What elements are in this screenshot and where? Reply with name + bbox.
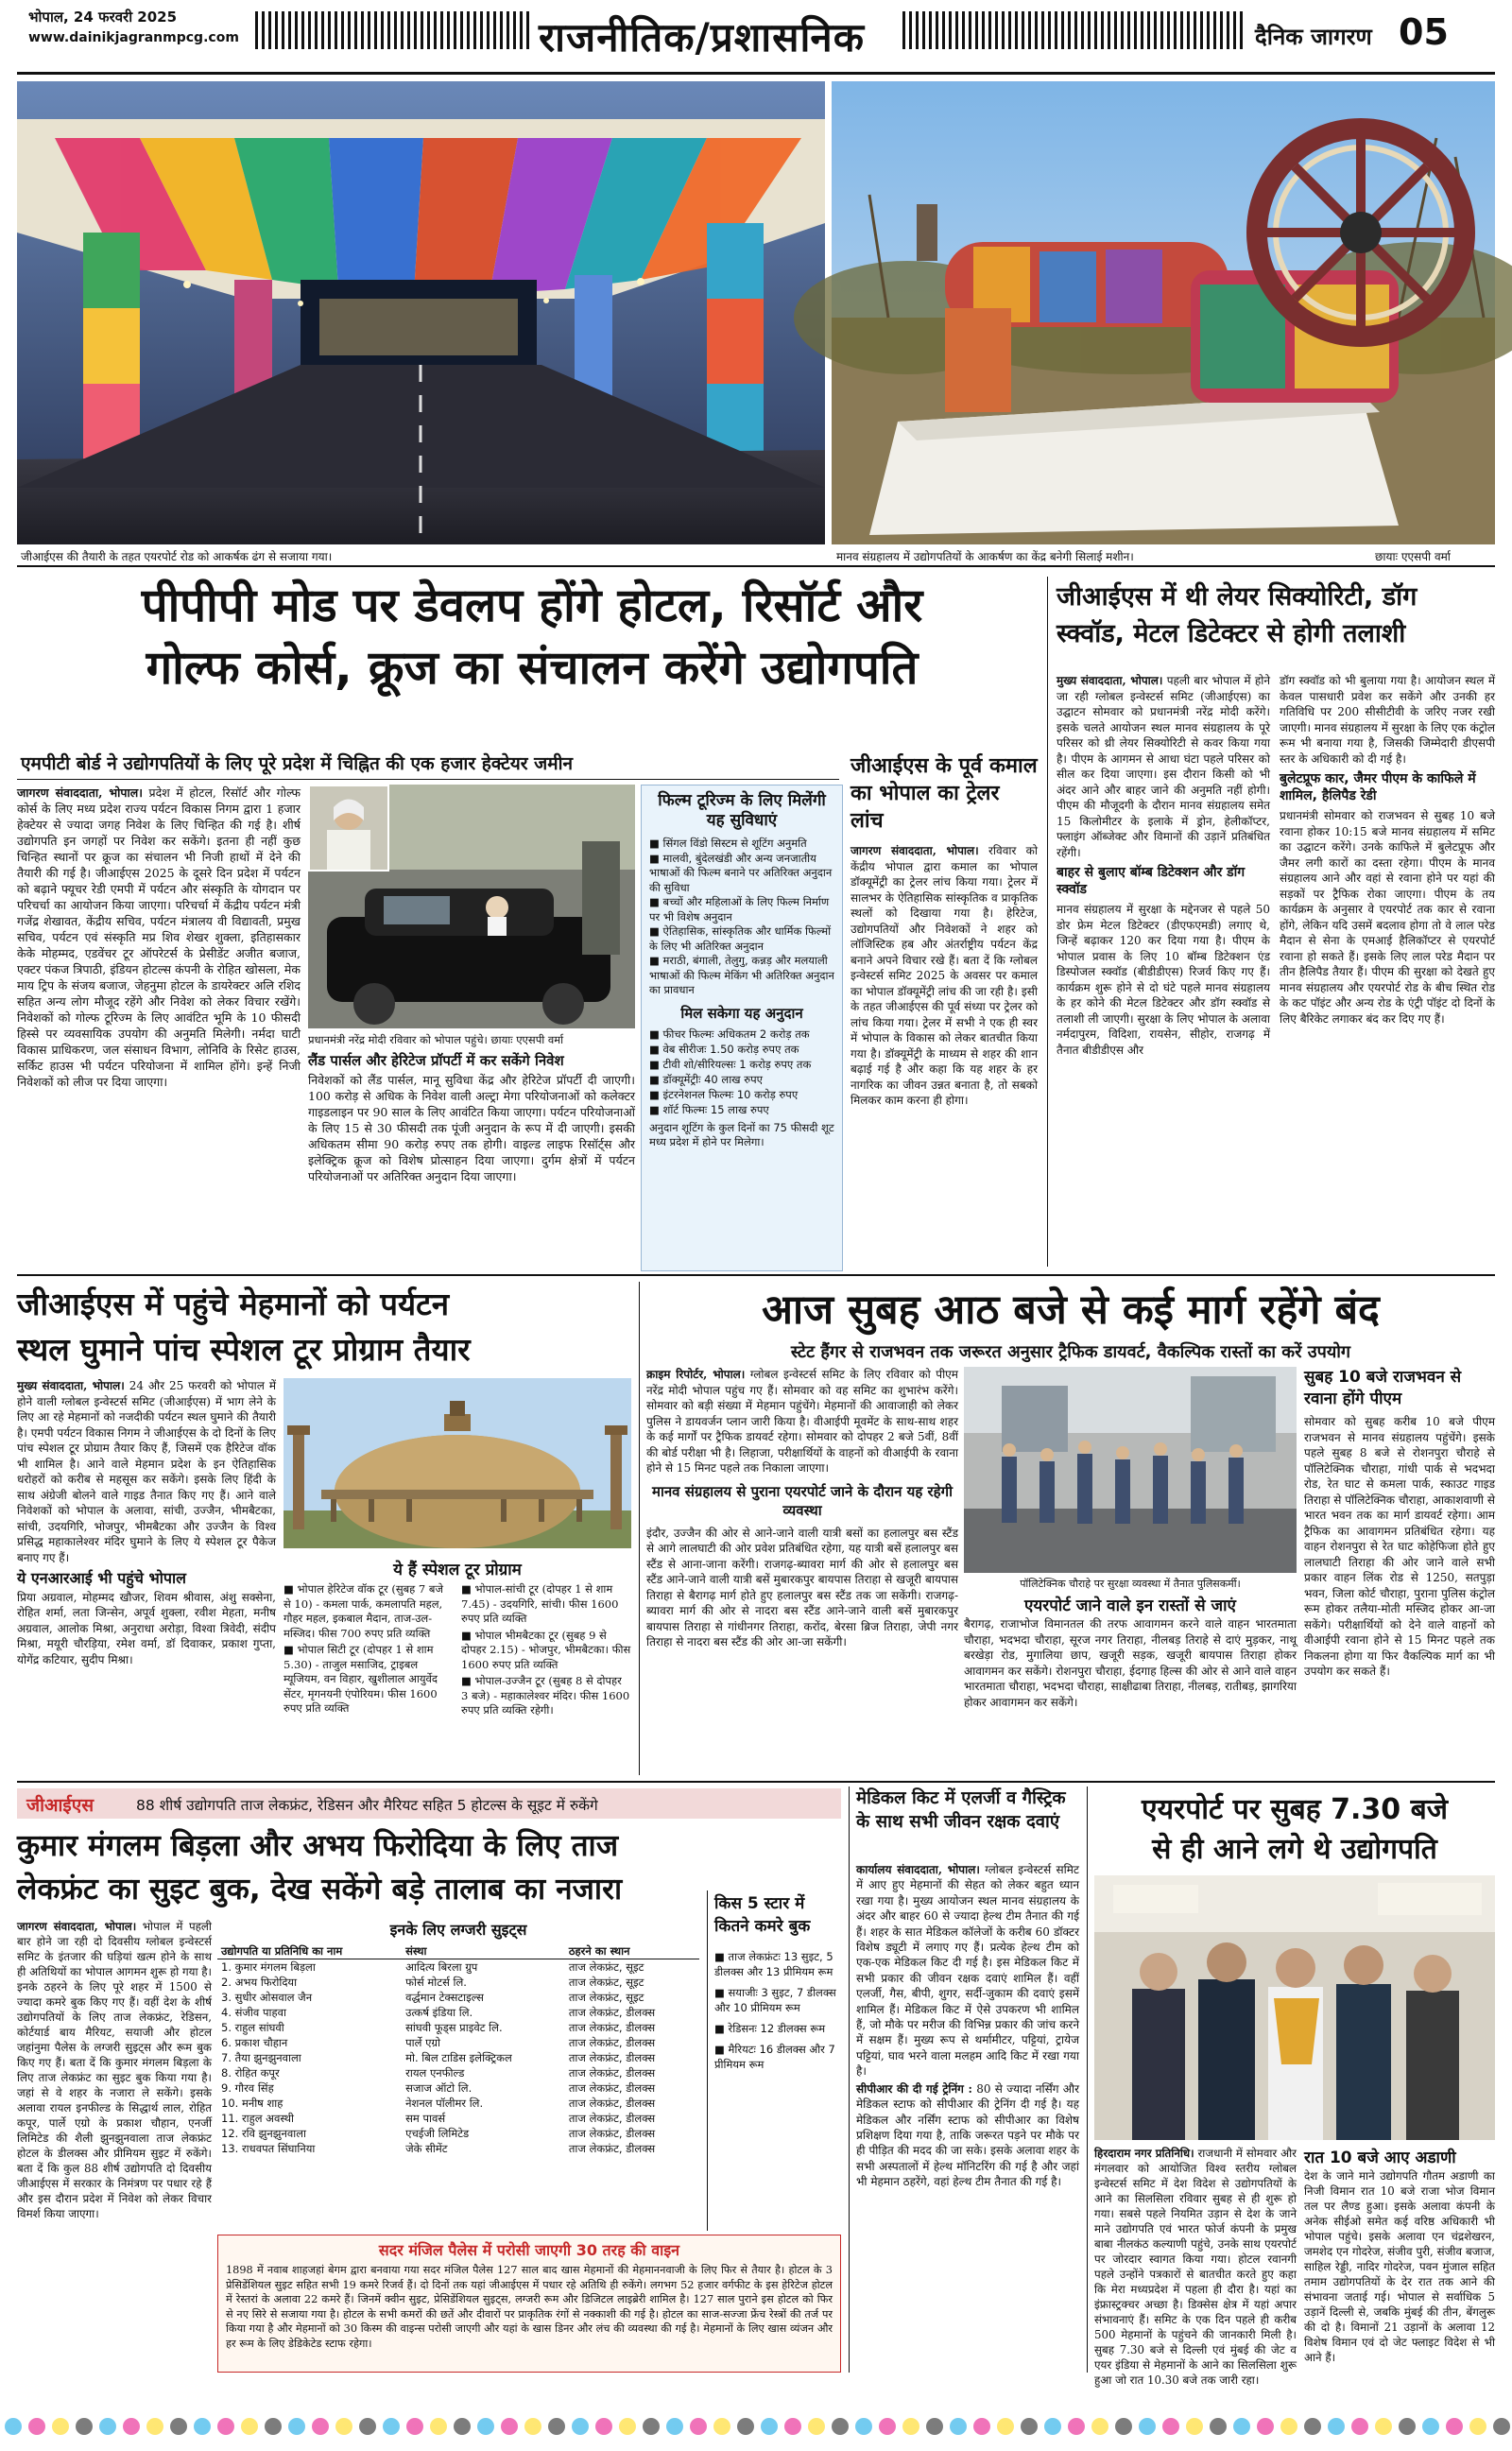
a3-tours-col1 bbox=[284, 1582, 454, 1776]
page-number: 05 bbox=[1399, 11, 1449, 53]
registration-dot bbox=[406, 2418, 423, 2435]
registration-dot bbox=[28, 2418, 45, 2435]
registration-dot bbox=[855, 2418, 872, 2435]
a1-body-text: प्रदेश में होटल, रिसॉर्ट और गोल्फ कोर्स के लिए मध्य प्रदेश राज्य पर्यटन विकास निगम द्वारा 1 हजार हेक्टेयर से ज्यादा जगह निवेश के लिए चिन्हित की गई है। शीर्ष उद्योगपति इन जगहों पर निवेश कर सकेंगे। इतना ही नहीं कुछ चिन्हित स्थानों पर क्रूज का संचालन भी निजी हाथों में देने की तैयारी की गई है। जीआईएस 2025 के दूसरे दिन प्रदेश में पर्यटन को बढ़ाने फ्यूचर रेडी एमपी में पर्यटन और संस्कृति के योगदान पर परिचर्चा का आयोजन किया जाएगा। परिचर्चा में केंद्रीय पर्यटन मंत्री गजेंद्र शेखावत, केंद्रीय सचिव, पर्यटन मंत्रालय वी विद्यावती, प्रमुख सचिव, पर्यटन एवं संस्कृति मप्र शिव शेखर शुक्ला, इतिहासकार केके मोहम्मद, एडवेंचर टूर ऑपरेटर्स के प्रेसीडेंट अजीत बजाज, एक्टर पंकज त्रिपाठी, इंडियन होटल्स कंपनी के रोहित खोसला, मेक माय ट्रिप के संजय बजाज, जेहनुमा होटल के डायरेक्टर अलि रशिद सहित अन्य लोग मौजूद रहेंगे और निवेश को लेकर विचार रखेंगे। निवेशकों को गोल्फ टूरिज्म के लिए आवंटित भूमि के 10 फीसदी हिस्से पर व्यवसायिक उपयोग की अनुमति मिलेगी। नर्मदा घाटी विकास प्राधिकरण, जल संसाधन विभाग, लोनिवि के रिसेट हाउस, सर्किट हाउस भी पर्यटन परियोजना में शामिल होंगे। इन्हें निजी निवेशकों को लीज पर दिया जाएगा। bbox=[17, 785, 301, 1089]
masthead bbox=[0, 0, 1512, 78]
table-row bbox=[217, 2035, 699, 2050]
film-grant-list bbox=[649, 1027, 834, 1117]
suite-hotel-cell: ताज लेकफ्रंट, डीलक्स bbox=[568, 2142, 656, 2155]
registration-dot bbox=[973, 2418, 990, 2435]
a5-side-item: ■ ताज लेकफ्रंटः 13 सुइट, 5 डीलक्स और 13 प्रीमियम रूम bbox=[714, 1950, 833, 1978]
a5-side-title: किस 5 स्टार में कितने कमरे बुक bbox=[714, 1894, 811, 1936]
a2-headline-line2: स्क्वॉड, मेटल डिटेक्टर से होगी तलाशी bbox=[1057, 619, 1406, 648]
registration-dot bbox=[123, 2418, 140, 2435]
a7-byline: हिरदाराम नगर प्रतिनिधि। bbox=[1094, 2147, 1194, 2160]
suite-org-cell: उत्कर्ष इंडिया लि. bbox=[405, 2006, 473, 2019]
registration-dot bbox=[1044, 2418, 1061, 2435]
suite-org-cell: एचईजी लिमिटेड bbox=[405, 2127, 470, 2140]
a5-side-item: ■ रेडिसनः 12 डीलक्स रूम bbox=[714, 2022, 826, 2035]
suite-name-cell: 5. राहुल सांघवी bbox=[221, 2021, 284, 2034]
registration-dot bbox=[572, 2418, 589, 2435]
a1-photo-inset bbox=[308, 785, 389, 872]
a3-tour: ■ भोपाल भीमबैटका टूर (सुबह 9 से दोपहर 2.15) - भोजपुर, भीमबैटका। फीस 1600 रुपए प्रति व्यक्ति bbox=[461, 1628, 631, 1671]
a2-sub1-body: मानव संग्रहालय में सुरक्षा के मद्देनजर से पहले 50 डोर फ्रेम मेटल डिटेक्टर (डीएफएमडी) लगाए थे, जिन्हें बढ़ाकर 120 कर दिया गया है। पीएम के भोपाल प्रवास के लिए 10 बॉम्ब डिटेक्शन एंड डिस्पोजल स्क्वॉड (बीडीडीएस) रिजर्व किए गए हैं। कार्यक्रम शुरू होने से दो घंटे पहले मानव संग्रहालय के हर कोने की मेटल डिटेक्टर और डॉग स्क्वॉड से तलाशी ली जाएगी। सुरक्षा के लिए भोपाल के अलावा नर्मदापुरम, विदिशा, रायसेन, सीहोर, राजगढ़ में तैनात बीडीडीएस और bbox=[1057, 903, 1270, 1057]
a5-table-header bbox=[217, 1943, 699, 1959]
registration-dot bbox=[1304, 2418, 1321, 2435]
registration-dot bbox=[1115, 2418, 1132, 2435]
registration-dot bbox=[454, 2418, 471, 2435]
suite-hotel-cell: ताज लेकफ्रंट, डीलक्स bbox=[568, 2127, 656, 2140]
suite-name-cell: 10. मनीष शाह bbox=[221, 2097, 284, 2110]
film-title: फिल्म टूरिज्म के लिए मिलेंगी यह सुविधाएं bbox=[658, 791, 826, 830]
a2-body: पहली बार भोपाल में होने जा रही ग्लोबल इन्वेस्टर्स समिट (जीआईएस) का उद्घाटन सोमवार को प्रधानमंत्री नरेंद्र मोदी करेंगे। इसके चलते आयोजन स्थल मानव संग्रहालय के पूरे परिसर को थ्री लेयर सिक्योरिटी से कवर किया गया है। पीएम के आगमन से आधा घंटा पहले परिसर को सील कर दिया जाएगा। इस दौरान किसी को भी अंदर आने और बाहर जाने की अनुमति नहीं होगी। पीएम की मौजूदगी के दौरान मानव संग्रहालय समेत 15 किलोमीटर के इलाके में ड्रोन, हेलीकॉप्टर, फ्लाइंग ऑब्जेक्ट और विमानों की उड़ानें प्रतिबंधित रहेंगी। bbox=[1057, 674, 1270, 859]
registration-dot bbox=[761, 2418, 778, 2435]
a6-body bbox=[856, 1862, 1079, 2373]
registration-dot bbox=[1068, 2418, 1085, 2435]
registration-dot bbox=[1210, 2418, 1227, 2435]
a7-headline bbox=[1094, 1790, 1495, 1870]
suite-org-cell: रायल एनफील्ड bbox=[405, 2066, 465, 2080]
registration-dot bbox=[950, 2418, 967, 2435]
a4-sub1-body: इंदौर, उज्जैन की ओर से आने-जाने वाली यात्री बसों का हलालपुर बस स्टैंड से आगे लालघाटी की ओर प्रवेश प्रतिबंधित रहेगा, यह यात्री बसें हलालपुर बस स्टैंड से आना-जाना करेंगी। राजगढ़-ब्यावरा मार्ग की ओर से हलालपुर बस स्टैंड आने-जाने वाली यात्री बसें मुबारकपुर बायपास तिराहा से खजूरी बायपास तिराहा से बैरागढ़ मार्ग होते हुए हलालपुर बस स्टैंड तक जा सकेंगी। राजगढ़-ब्यावरा मार्ग की ओर से नादरा बस स्टैंड आने-जाने वाली बसें मुबारकपुर बायपास तिराहा से गांधीनगर तिराहा, करोंद, बेरसा ब्रिज तिराहा, जेपी नगर तिराहा से नादरा बस स्टैंड की ओर आ-जा सकेंगी। bbox=[646, 1526, 958, 1648]
registration-dot bbox=[288, 2418, 305, 2435]
suite-org-cell: पार्ले एग्रो bbox=[405, 2036, 440, 2049]
suite-hotel-cell: ताज लेकफ्रंट, डीलक्स bbox=[568, 2036, 656, 2049]
film-item: ■ ऐतिहासिक, सांस्कृतिक और धार्मिक फिल्मों के लिए भी अतिरिक्त अनुदान bbox=[649, 924, 832, 953]
photo-credit-sewing-machine: छायाः एएसपी वर्मा bbox=[1375, 550, 1451, 563]
a2-sub2-body: प्रधानमंत्री सोमवार को राजभवन से सुबह 10 बजे रवाना होकर 10:15 बजे मानव संग्रहालय में समिट का उद्घाटन करेंगे। उनके काफिले में बुलेटप्रूफ और जैमर लगी कारों का दस्ता रहेगा। पीएम के मानव संग्रहालय आने और वहां से रवाना होने पर यहां की सड़कों पर ट्रैफिक रोका जाएगा। पीएम के तय कार्यक्रम के अनुसार वे एयरपोर्ट तक कार से रवाना होंगे, लेकिन यदि उसमें बदलाव होगा तो वे लाल परेड मैदान से सेना के एमआई हैलिकॉप्टर से एयरपोर्ट रवाना हो सकते हैं। इसके लिए लाल परेड मैदान पर तीन हैलिपैड तैयार हैं। पीएम की सुरक्षा को देखते हुए मानव संग्रहालय और एयरपोर्ट रोड के बीच स्थित रोड के कट पॉइंट और अन्य रोड के एंट्री पॉइंट दो दिनों के लिए बैरिकेट लगाकर बंद कर दिए गए हैं। bbox=[1280, 809, 1495, 1026]
registration-dot bbox=[430, 2418, 447, 2435]
trailer-headline: जीआईएस के पूर्व कमाल का भोपाल का ट्रेलर लांच bbox=[850, 754, 1038, 833]
suite-org-cell: फोर्स मोटर्स लि. bbox=[405, 1976, 467, 1989]
a4-sub1: मानव संग्रहालय से पुराना एयरपोर्ट जाने के दौरान यह रहेगी व्यवस्था bbox=[652, 1482, 953, 1519]
film-grant: ■ वेब सीरीजः 1.50 करोड़ रुपए तक bbox=[649, 1042, 799, 1056]
registration-dot bbox=[5, 2418, 22, 2435]
a4-kicker: स्टेट हैंगर से राजभवन तक जरूरत अनुसार ट्रैफिक डायवर्ट, वैकल्पिक रास्तों का करें उपयोग bbox=[790, 1342, 1351, 1362]
a1-headline bbox=[17, 575, 1047, 699]
a5-table bbox=[217, 1943, 699, 2156]
registration-dot bbox=[879, 2418, 896, 2435]
a7-body bbox=[1094, 2146, 1297, 2387]
registration-dot bbox=[312, 2418, 329, 2435]
suite-name-cell: 9. गौरव सिंह bbox=[221, 2081, 274, 2095]
film-grant: ■ इंटरनेशनल फिल्मः 10 करोड़ रुपए bbox=[649, 1087, 799, 1101]
registration-dot bbox=[1399, 2418, 1416, 2435]
registration-dot bbox=[1375, 2418, 1392, 2435]
a5-headline-line2: लेकफ्रंट का सुइट बुक, देख सकेंगे बड़े तालाब का नजारा bbox=[17, 1873, 623, 1907]
a1-subheading: लैंड पार्सल और हेरिटेज प्रॉपर्टी में कर सकेंगे निवेश bbox=[308, 1052, 564, 1069]
date-line: भोपाल, 24 फरवरी 2025 bbox=[28, 9, 178, 26]
registration-dot bbox=[241, 2418, 258, 2435]
suite-hotel-cell: ताज लेकफ्रंट, डीलक्स bbox=[568, 2081, 656, 2095]
a1-photo-caption: प्रधानमंत्री नरेंद्र मोदी रविवार को भोपाल पहुंचे। छायाः एएसपी वर्मा bbox=[308, 1033, 564, 1046]
film-grant: ■ शॉर्ट फिल्मः 15 लाख रुपए bbox=[649, 1102, 769, 1116]
registration-dot bbox=[76, 2418, 93, 2435]
a4-side-body: सोमवार को सुबह करीब 10 बजे पीएम राजभवन से मानव संग्रहालय पहुंचेंगे। इसके पहले सुबह 8 बजे से रोशनपुरा चौराहे से पॉलिटेक्निक चौराहा, गांधी पार्क से भदभदा रोड, रेत घाट से कमला पार्क, स्काउट गाइड तिराहा से पॉलिटेक्निक चौराहा, आकाशवाणी से भारत भवन तक का मार्ग डायवर्ट रहेगा। आम ट्रैफिक का आवागमन प्रतिबंधित रहेगा। यह वाहन रोशनपुरा से रेत घाट कोहेफिजा होते हुए लालघाटी तिराहा की ओर जाने वाले सभी प्रकार वाहन लिंक रोड से 1250, सतपुड़ा भवन, जिला कोर्ट चौराहा, पुराना पुलिस कंट्रोल रूम होकर तलैया-मोती मस्जिद होकर आ-जा सकेंगे। परीक्षार्थियों को देने वाले वाहनों को वीआईपी रवाना होने से 15 मिनट पहले तक निकलना होगा या फिर वैकल्पिक मार्ग का भी उपयोग कर सकते हैं। bbox=[1304, 1415, 1495, 1678]
a4-sub2-body: बैरागढ़, राजाभोज विमानतल की तरफ आवागमन करने वाले वाहन भारतमाता चौराहा, भदभदा चौराहा, सूरज नगर तिराहा, नीलबड़ तिराहे से दाएं मुड़कर, नाथू बरखेड़ा रोड, मुगालिया छाप, खजूरी सड़क, खजूरी बायपास तिराहा होकर आवागमन कर सकेंगे। रोशनपुरा चौराहा, ईदगाह हिल्स की ओर से आने वाले वाहन भारतमाता चौराहा, भदभदा चौराहा, साक्षीढाबा तिराहा, नीलबड़, रातीबड़, झागरिया होकर आवागमन कर सकेंगे। bbox=[964, 1617, 1297, 1709]
a3-photo-stupa bbox=[284, 1378, 631, 1548]
a7-photo-airport bbox=[1094, 1875, 1495, 2140]
a3-headline bbox=[17, 1282, 641, 1372]
a3-tour: ■ भोपाल-उज्जैन टूर (सुबह 8 से दोपहर 3 बजे) - महाकालेश्वर मंदिर। फीस 1600 रुपए प्रति व्यक्ति रहेगी। bbox=[461, 1674, 630, 1717]
registration-dot bbox=[690, 2418, 707, 2435]
a5-suite-table bbox=[217, 1919, 699, 2231]
registration-dot bbox=[643, 2418, 660, 2435]
website-link[interactable]: www.dainikjagranmpcg.com bbox=[28, 30, 239, 45]
a4-photo-police bbox=[964, 1367, 1297, 1573]
film-item: ■ मालवी, बुंदेलखंडी और अन्य जनजातीय भाषाओं की फिल्म बनाने पर अतिरिक्त अनुदान की सुविधा bbox=[649, 851, 833, 894]
trailer-body-text: रविवार को केंद्रीय भोपाल द्वारा कमाल का भोपाल डॉक्यूमेंट्री का ट्रेलर लांच किया गया। ट्रेलर में सालभर के ऐतिहासिक सांस्कृतिक व प्राकृतिक स्थलों को दिखाया गया है। हेरिटेज, उद्योगपतियों और निवेशकों ने शहर को लॉजिस्टिक हब और अंतर्राष्ट्रीय पर्यटन केंद्र बनाने अपने विचार रखे हैं। बता दें कि ग्लोबल इन्वेस्टर्स समिट 2025 के अवसर पर कमाल का भोपाल डॉक्यूमेंट्री लांच की जा रही है। इसी के तहत जीआईएस की पूर्व संध्या पर ट्रेलर को लांच किया गया। ट्रेलर में सभी ने एक ही स्वर में भोपाल के विकास को लेकर बातचीत किया गया है। डॉक्यूमेंट्री के माध्यम से शहर की शान बढ़ाई गई है और कहा कि यह शहर के हर नागरिक का जीवन उन्नत बनाता है, तो सबको मिलकर काम करना ही होगा। bbox=[850, 844, 1038, 1107]
suite-hotel-cell: ताज लेकफ्रंट, सूइट bbox=[568, 1976, 644, 1989]
suite-hotel-cell: ताज लेकफ्रंट, डीलक्स bbox=[568, 2112, 656, 2125]
trailer-body bbox=[850, 843, 1038, 1270]
photo-caption-sewing-machine: मानव संग्रहालय में उद्योगपतियों के आकर्षण का केंद्र बनेगी सिलाई मशीन। bbox=[836, 550, 1134, 563]
photo-caption-airport-road: जीआईएस की तैयारी के तहत एयरपोर्ट रोड को आकर्षक ढंग से सजाया गया। bbox=[21, 550, 333, 563]
table-row bbox=[217, 1959, 699, 1976]
a5-box-title: सदर मंजिल पैलेस में परोसी जाएगी 30 तरह की वाइन bbox=[378, 2241, 680, 2259]
a3-sub-body: प्रिया अग्रवाल, मोहम्मद खौजर, शिवम श्रीवास, अंशु सक्सेना, रोहित शर्मा, लता जिन्सेन, अपूर्व शुक्ला, रवीश मेहता, मनीष अग्रवाल, आलोक मिश्रा, अनुराधा अरोड़ा, विश्वा त्रिवेदी, संदीप मिश्रा, मयूरी चौरड़िया, रमेश वर्मा, डॉ दिवाकर, प्रकाश गुप्ता, योगेंद्र कटियार, सुदीप मिश्रा। bbox=[17, 1590, 276, 1666]
registration-dot bbox=[1422, 2418, 1439, 2435]
a4-headline: आज सुबह आठ बजे से कई मार्ग रहेंगे बंद bbox=[762, 1286, 1380, 1334]
suite-name-cell: 6. प्रकाश चौहान bbox=[221, 2036, 288, 2049]
a6-headline: मेडिकल किट में एलर्जी व गैस्ट्रिक के साथ सभी जीवन रक्षक दवाएं bbox=[856, 1788, 1066, 1832]
registration-dot bbox=[997, 2418, 1014, 2435]
a1-kicker: एमपीटी बोर्ड ने उद्योगपतियों के लिए पूरे प्रदेश में चिह्नित की एक हजार हेक्टेयर जमीन bbox=[21, 753, 574, 774]
film-box bbox=[641, 785, 843, 1271]
a2-col2-body: डॉग स्क्वॉड को भी बुलाया गया है। आयोजन स्थल में केवल पासधारी प्रवेश कर सकेंगे और उनकी हर गतिविधि पर 200 सीसीटीवी के जरिए नजर रखी जाएगी। मानव संग्रहालय में सुरक्षा के लिए एक कंट्रोल रूम भी बनाया गया है, जिसकी जिम्मेदारी डीएसपी स्तर के अधिकारी को दी गई है। bbox=[1280, 674, 1496, 766]
registration-dot bbox=[359, 2418, 376, 2435]
suite-org-cell: सम पावर्स bbox=[405, 2112, 446, 2125]
a1-byline: जागरण संवाददाता, भोपाल। bbox=[17, 785, 143, 800]
a3-body bbox=[17, 1378, 276, 1775]
film-grant-title: मिल सकेगा यह अनुदान bbox=[680, 1004, 803, 1022]
suite-name-cell: 11. राहुल अवस्थी bbox=[221, 2112, 294, 2125]
a5-box-body: 1898 में नवाब शाहजहां बेगम द्वारा बनवाया गया सदर मंजिल पैलेस 127 साल बाद खास मेहमानों की मेहमाननवाजी के लिए फिर से तैयार है। होटल के 3 प्रेसिडेंशियल सुइट सहित सभी 19 कमरे रिजर्व हैं। दो दिनों तक यहां जीआईएस में पधार रहे अतिथि ही रुकेंगे। लगभग 52 हजार वर्गफीट के इस हेरिटेज होटल में रेस्तरां के अलावा 22 कमरे हैं। जिनमें क्वीन सुइट, प्रेसिडेंशियल सुइट्स, लग्जरी रूम और डिजिटल लाइब्रेरी शामिल है। 127 साल पुराने इस होटल को फिर से नए सिरे से सजाया गया है। होटल के सभी कमरों की छतें और दीवारों पर प्राकृतिक रंगों से नक्काशी की गई है। होटल का साज-सज्जा फ्रेंच रेस्त्रों की तर्ज पर किया गया है और मेहमानों को 30 किस्म की वाइन्स परोसी जाएगी और यहां के खास डिनर और लंच की व्यवस्था की गई है। मेहमानों के लिए खास व्यंजन और हर रूम के लिए डेडिकेटेड स्टाफ रहेगा। bbox=[226, 2264, 833, 2350]
registration-dot bbox=[1328, 2418, 1345, 2435]
divider-middle bbox=[17, 1274, 1495, 1276]
registration-dot bbox=[335, 2418, 352, 2435]
a3-headline-line2: स्थल घुमाने पांच स्पेशल टूर प्रोग्राम तैयार bbox=[17, 1331, 471, 1368]
a5-col-name: उद्योगपति या प्रतिनिधि का नाम bbox=[221, 1944, 343, 1958]
registration-dot bbox=[170, 2418, 187, 2435]
registration-dot bbox=[784, 2418, 801, 2435]
registration-dot bbox=[737, 2418, 754, 2435]
suite-name-cell: 1. कुमार मंगलम बिड़ला bbox=[221, 1960, 316, 1974]
registration-dot bbox=[52, 2418, 69, 2435]
film-item: ■ सिंगल विंडो सिस्टम से शूटिंग अनुमति bbox=[649, 837, 807, 850]
a3-body-text: 24 और 25 फरवरी को भोपाल में होने वाली ग्लोबल इन्वेस्टर्स समिट (जीआईएस) में भाग लेने के लिए आ रहे मेहमानों को नजदीकी पर्यटन स्थल घुमाने की तैयारी है। एमपी पर्यटन विकास निगम ने जीआईएस के दो दिनों के लिए पांच स्पेशल टूर प्रोग्राम तैयार किए हैं, जिसमें एक हैरिटेज वॉक भी शामिल है। आने वाले मेहमान प्रदेश के इन ऐतिहासिक धरोहरों को करीब से महसूस कर सकेंगे। इसके लिए हिंदी के साथ अंग्रेजी बोलने वाले गाइड तैनात किए गए हैं। आने वाले निवेशकों को भोपाल के अलावा, सांची, उज्जैन, भीमबैटका, सांची, उदयगिरि, भोजपुर, भीमबैटका और उज्जैन के विश्व प्रसिद्ध महाकालेश्वर मंदिर घुमाने के लिए ये स्पेशल टूर पैकेज बनाए गए हैं। bbox=[17, 1379, 276, 1564]
table-row bbox=[217, 2111, 699, 2126]
suite-hotel-cell: ताज लेकफ्रंट, सूइट bbox=[568, 1960, 644, 1974]
a4-body-text: ग्लोबल इन्वेस्टर्स समिट के लिए रविवार को पीएम नरेंद्र मोदी भोपाल पहुंच गए हैं। सोमवार को वह समिट का शुभारंभ करेंगे। सोमवार को बड़ी संख्या में मेहमान पहुंचेंगे। मेहमानों की आवाजाही को लेकर पुलिस ने डायवर्जन प्लान जारी किया है। वीआईपी मूवमेंट के साथ-साथ शहर के कई मार्गों पर ट्रैफिक डायवर्ट रहेगा। सोमवार को दोपहर 2 बजे 5वीं, 8वीं की बोर्ड परीक्षा भी है। लिहाजा, परीक्षार्थियों के वाहनों को वीआईपी के रवाना होने से 15 मिनट पहले तक निकाला जाएगा। bbox=[646, 1368, 958, 1475]
suite-org-cell: आदित्य बिरला ग्रुप bbox=[405, 1960, 478, 1974]
a2-headline bbox=[1057, 578, 1495, 652]
suite-hotel-cell: ताज लेकफ्रंट, डीलक्स bbox=[568, 2097, 656, 2110]
a3-sub: ये एनआरआई भी पहुंचे भोपाल bbox=[17, 1569, 187, 1587]
a6-body-text: ग्लोबल इन्वेस्टर्स समिट में आए हुए मेहमानों की सेहत को लेकर बहुत ध्यान रखा गया है। मुख्य आयोजन स्थल मानव संग्रहालय के अंदर और बाहर 60 से ज्यादा हेल्थ टीम तैनात की गई हैं। शहर के सात मेडिकल कॉलेजों के करीब 60 डॉक्टर विशेष ड्यूटी में लगाए गए हैं। प्रत्येक हेल्थ टीम को एक-एक मेडिकल किट दी गई है। इस मेडिकल किट में सभी प्रकार की जीवन रक्षक दवाएं शामिल हैं। वहीं एलर्जी, गैस, बीपी, शुगर, सर्दी-जुकाम की दवाएं इसमें शामिल हैं। मेडिकल किट में ऐसे उपकरण भी शामिल हैं, जो मौके पर मरीज की विभिन्न प्रकार की जांच करने में सक्षम हैं। मुख्य रूप से थर्मामीटर, पट्टियां, ट्रायेज पट्टियां, घाव भरने वाला मलहम आदि किट में रखा गया है। bbox=[856, 1863, 1079, 2079]
a1-headline-line1: पीपीपी मोड पर डेवलप होंगे होटल, रिसॉर्ट और bbox=[141, 578, 923, 632]
divider-lower bbox=[17, 1781, 1495, 1783]
table-row bbox=[217, 2141, 699, 2156]
a2-col2 bbox=[1280, 673, 1495, 1269]
vrule-a5-a6 bbox=[849, 1786, 850, 2373]
a1-sub-body: निवेशकों को लैंड पार्सल, मानू सुविधा केंद्र और हेरिटेज प्रॉपर्टी दी जाएगी। 100 करोड़ से अधिक के निवेश वाली अल्ट्रा मेगा परियोजनाओं को कलेक्टर गाइडलाइन पर 90 साल के लिए आवंटित किया जाएगा। पर्यटन परियोजनाओं के लिए 15 से 30 फीसदी तक पूंजी अनुदान के रूप में दी जाएगी। इसकी अधिकतम सीमा 90 करोड़ रुपए तक होगी। वाइल्ड लाइफ रिसॉर्ट्स और इलेक्ट्रिक क्रूज को विशेष प्रोत्साहन दिया जाएगा। दुर्गम क्षेत्रों में पर्यटन परियोजनाओं पर अतिरिक्त अनुदान दिया जाएगा। bbox=[308, 1073, 635, 1183]
a7-headline-line2: से ही आने लगे थे उद्योगपति bbox=[1152, 1833, 1437, 1866]
a6-byline: कार्यालय संवाददाता, भोपाल। bbox=[856, 1863, 980, 1876]
a3-byline: मुख्य संवाददाता, भोपाल। bbox=[17, 1379, 125, 1392]
suite-org-cell: सजाज ऑटो लि. bbox=[405, 2081, 472, 2095]
table-row bbox=[217, 2005, 699, 2020]
masthead-rule-right bbox=[902, 11, 1243, 49]
photo-airport-road bbox=[17, 81, 825, 544]
a1-headline-line2: गोल्फ कोर्स, क्रूज का संचालन करेंगे उद्योगपति bbox=[146, 641, 919, 695]
registration-dot bbox=[1493, 2418, 1510, 2435]
registration-dot bbox=[265, 2418, 282, 2435]
registration-dot bbox=[1280, 2418, 1297, 2435]
a4-side-title: सुबह 10 बजे राजभवन से रवाना होंगे पीएम bbox=[1304, 1368, 1462, 1408]
suite-name-cell: 2. अभय फिरोदिया bbox=[221, 1976, 298, 1989]
table-row bbox=[217, 2126, 699, 2141]
suite-hotel-cell: ताज लेकफ्रंट, सूइट bbox=[568, 1991, 644, 2004]
film-grant: ■ फीचर फिल्मः अधिकतम 2 करोड़ तक bbox=[649, 1027, 810, 1041]
registration-dot bbox=[501, 2418, 518, 2435]
table-row bbox=[217, 2020, 699, 2035]
suite-hotel-cell: ताज लेकफ्रंट, डीलक्स bbox=[568, 2066, 656, 2080]
registration-dot bbox=[1139, 2418, 1156, 2435]
registration-dot bbox=[146, 2418, 163, 2435]
suite-name-cell: 4. संजीव पाहवा bbox=[221, 2006, 286, 2019]
registration-dot bbox=[217, 2418, 234, 2435]
suite-org-cell: वर्द्धमान टेक्सटाइल्स bbox=[405, 1991, 484, 2004]
registration-dot bbox=[666, 2418, 683, 2435]
registration-dot bbox=[1091, 2418, 1108, 2435]
registration-dot bbox=[194, 2418, 211, 2435]
suite-hotel-cell: ताज लेकफ्रंट, डीलक्स bbox=[568, 2051, 656, 2064]
suite-name-cell: 3. सुधीर ओसवाल जैन bbox=[221, 1991, 313, 2004]
a5-col-hotel: ठहरने का स्थान bbox=[568, 1944, 630, 1958]
trailer-byline: जागरण संवाददाता, भोपाल। bbox=[850, 844, 979, 857]
table-row bbox=[217, 2065, 699, 2080]
a5-wine-box bbox=[217, 2235, 841, 2373]
registration-dot bbox=[1233, 2418, 1250, 2435]
registration-dot bbox=[1257, 2418, 1274, 2435]
film-grant: ■ टीवी शो/सीरियल्सः 1 करोड़ रुपए तक bbox=[649, 1057, 812, 1071]
vrule-a3-a4 bbox=[639, 1282, 640, 1775]
a5-tagline-bar bbox=[17, 1788, 841, 1819]
a5-col-org: संस्था bbox=[405, 1944, 427, 1958]
a5-headline-line1: कुमार मंगलम बिड़ला और अभय फिरोदिया के लिए ताज bbox=[17, 1829, 619, 1863]
a5-body-text: भोपाल में पहली बार होने जा रही दो दिवसीय ग्लोबल इन्वेस्टर्स समिट के इंतजार की घड़ियां खत्म होने के साथ ही अतिथियों का भोपाल आगमन शुरू हो गया है। इनके ठहरने के लिए पूरे शहर में 1500 से ज्यादा कमरे बुक किए गए हैं। वहीं देश के शीर्ष उद्योगपतियों के लिए ताज लेकफ्रंट, रेडिसन, कोर्टयार्ड बाय मैरियट, सयाजी और होटल जहांनुमा पैलेस के लग्जरी सुइट्स और रूम बुक किए गए हैं। बता दें कि कुमार मंगलम बिड़ला के लिए ताज लेकफ्रंट का सुइट बुक किया गया है। जहां से वे शहर के नजारा ले सकेंगे। इसके अलावा रायल इनफील्ड के सिद्धार्थ लाल, रोहित कपूर, पार्ले एग्रो के प्रकाश चौहान, एनर्जी लिमिटेड की शैली झुनझुनवाला ताज लेकफ्रंट होटल के डीलक्स और प्रीमियम सुइट में रुकेंगे। बता दें कि कुल 88 शीर्ष उद्योगपति दो दिवसीय जीआईएस में सरकार के निमंत्रण पर पधार रहे हैं और इस दौरान प्रदेश में निवेश को लेकर विचार विमर्श किया जाएगा। bbox=[17, 1920, 212, 2220]
suite-org-cell: मो. बिल टाडिस इलेक्ट्रिकल bbox=[405, 2051, 512, 2064]
a5-byline: जागरण संवाददाता, भोपाल। bbox=[17, 1920, 137, 1933]
registration-dot bbox=[832, 2418, 849, 2435]
a5-side-item: ■ मैरियटः 16 डीलक्स और 7 प्रीमियम रूम bbox=[714, 2043, 835, 2071]
registration-dot bbox=[619, 2418, 636, 2435]
a5-tag: जीआईएस bbox=[26, 1795, 94, 1816]
suite-name-cell: 8. रोहित कपूर bbox=[221, 2066, 280, 2080]
registration-dot bbox=[383, 2418, 400, 2435]
a4-photo-caption: पॉलिटेक्निक चौराहे पर सुरक्षा व्यवस्था में तैनात पुलिसकर्मी। bbox=[1020, 1578, 1241, 1590]
a2-byline: मुख्य संवाददाता, भोपाल। bbox=[1057, 674, 1163, 687]
vrule-a1-a2 bbox=[1047, 577, 1048, 1267]
registration-dot bbox=[477, 2418, 494, 2435]
suite-name-cell: 13. राधवपत सिंघानिया bbox=[221, 2142, 316, 2155]
a5-side-rule bbox=[707, 1890, 708, 2231]
table-row bbox=[217, 2050, 699, 2065]
registration-dot bbox=[524, 2418, 541, 2435]
suite-name-cell: 12. रवि झुनझुनवाला bbox=[221, 2127, 306, 2140]
a6-sub-body: 80 से ज्यादा नर्सिंग और मेडिकल स्टाफ को सीपीआर की ट्रेनिंग दी गई है। यह मेडिकल और नर्सिंग स्टाफ को सीपीआर का विशेष प्रशिक्षण दिया गया है, ताकि जरूरत पड़ने पर मौके पर ही पीड़ित की मदद की जा सके। इसके अलावा शहर के सभी अस्पतालों में हेल्थ मॉनिटरिंग की गई है और जहां भी मेहमान ठहरेंगे, वहां हेल्थ टीम तैनात की गई है। bbox=[856, 2081, 1079, 2189]
a2-headline-line1: जीआईएस में थी लेयर सिक्योरिटी, डॉग bbox=[1057, 582, 1418, 612]
divider-top-photos bbox=[17, 565, 1495, 567]
suite-hotel-cell: ताज लेकफ्रंट, डीलक्स bbox=[568, 2021, 656, 2034]
a4-byline: क्राइम रिपोर्टर, भोपाल। bbox=[646, 1368, 746, 1381]
a3-headline-line1: जीआईएस में पहुंचे मेहमानों को पर्यटन bbox=[17, 1286, 450, 1322]
registration-dot bbox=[713, 2418, 730, 2435]
registration-dot bbox=[926, 2418, 943, 2435]
a7-side-title: रात 10 बजे आए अडाणी bbox=[1304, 2149, 1456, 2167]
registration-dot bbox=[1446, 2418, 1463, 2435]
a7-body-text: राजधानी में सोमवार और मंगलवार को आयोजित विश्व स्तरीय ग्लोबल इन्वेस्टर्स समिट में देश विदेश से उद्योगपतियों के आने का सिलसिला रविवार सुबह से ही शुरू हो गया। सबसे पहले नियमित उड़ान से देश के जाने माने उद्योगपति एवं भारत फोर्ज कंपनी के प्रमुख बाबा नीलकंठ कल्याणी पहुंचे, उनके साथ एयरपोर्ट पर जोरदार स्वागत किया गया। होटल रवानगी पहले उन्होंने पत्रकारों से बातचीत करते हुए कहा कि मेरा मध्यप्रदेश में पहला ही दौरा है। यहां का इंफ्रास्ट्रक्चर अच्छा है। डिक्सेस क्षेत्र में यहां अपार संभावनाएं हैं। समिट के एक दिन पहले ही करीब 500 मेहमानों के पहुंचने की जानकारी मिली है। सुबह 7.30 बजे से दिल्ली एवं मुंबई की जेट व एयर इंडिया से मेहमानों के आने का सिलसिला शुरू हुआ जो रात 10.30 बजे तक जारी रहा। bbox=[1094, 2147, 1297, 2387]
registration-dot bbox=[1469, 2418, 1486, 2435]
suite-org-cell: जेके सीमेंट bbox=[405, 2142, 448, 2155]
registration-dot bbox=[595, 2418, 612, 2435]
a1-kicker-rule bbox=[17, 779, 839, 780]
a2-sub1: बाहर से बुलाए बॉम्ब डिटेक्शन और डॉग स्क्वॉड bbox=[1057, 865, 1246, 897]
a5-side-item: ■ सयाजीः 3 सुइट, 7 डीलक्स और 10 प्रीमियम रूम bbox=[714, 1986, 836, 2014]
registration-dot bbox=[548, 2418, 565, 2435]
film-item: ■ बच्चों और महिलाओं के लिए फिल्म निर्माण पर भी विशेष अनुदान bbox=[649, 895, 830, 923]
film-note: अनुदान शूटिंग के कुल दिनों का 75 फीसदी शूट मध्य प्रदेश में होने पर मिलेगा। bbox=[649, 1120, 834, 1148]
a7-headline-line1: एयरपोर्ट पर सुबह 7.30 बजे bbox=[1141, 1793, 1449, 1826]
table-row bbox=[217, 2096, 699, 2111]
a6-sub: सीपीआर की दी गई ट्रेनिंग : bbox=[856, 2081, 972, 2096]
color-registration-strip bbox=[0, 2412, 1512, 2441]
film-grant: ■ डॉक्यूमेंट्रीः 40 लाख रुपए bbox=[649, 1072, 764, 1086]
registration-dot bbox=[902, 2418, 919, 2435]
a3-tour-title: ये हैं स्पेशल टूर प्रोग्राम bbox=[393, 1561, 522, 1579]
suite-name-cell: 7. तैया झुनझुनवाला bbox=[221, 2051, 301, 2064]
suite-hotel-cell: ताज लेकफ्रंट, डीलक्स bbox=[568, 2006, 656, 2019]
masthead-rule-left bbox=[255, 11, 529, 49]
film-list bbox=[649, 837, 834, 998]
a3-tour: ■ भोपाल-सांची टूर (दोपहर 1 से शाम 7.45) - उदयगिरि, सांची। फीस 1600 रुपए प्रति व्यक्ति bbox=[461, 1582, 619, 1625]
registration-dot bbox=[808, 2418, 825, 2435]
table-row bbox=[217, 2080, 699, 2096]
paper-name: दैनिक जागरण bbox=[1255, 24, 1372, 50]
suite-org-cell: नेशनल पॉलीमर लि. bbox=[405, 2097, 484, 2110]
film-item: ■ मराठी, बंगाली, तेलुगु, कन्नड़ और मलयाली भाषाओं की फिल्म मेकिंग भी अतिरिक्त अनुदान का प्रावधान bbox=[649, 954, 834, 996]
a5-side-list bbox=[714, 1949, 841, 2078]
a5-body-tail bbox=[17, 2263, 212, 2373]
registration-dot bbox=[1021, 2418, 1038, 2435]
registration-dot bbox=[1351, 2418, 1368, 2435]
registration-dot bbox=[1186, 2418, 1203, 2435]
a7-side-body: देश के जाने माने उद्योगपति गौतम अडाणी का निजी विमान रात 10 बजे राजा भोज विमान तल पर लैण्ड हुआ। इसके अलावा कंपनी के अनेक सीईओ समेत कई वरिष्ठ अधिकारी भी भोपाल पहुंचे। इसके अलावा एन चंद्रशेखरन, जमशेद एन गोदरेज, संजीव पुरी, संजीव बजाज, साहिल रेड्डी, नादिर गोदरेज, पवन मुंजाल सहित तमाम उद्योगपतियों के देर रात तक आने की संभावना जताई गई। भोपाल से सर्वाधिक 5 उड़ानें दिल्ली से, जबकि मुंबई की तीन, बेंगलुरू की दो है। विमानों 21 उड़ानों के अलावा 12 विशेष विमान एवं दो जेट फ्लाइट विदेश से भी आने हैं। bbox=[1304, 2169, 1495, 2364]
a5-body bbox=[17, 1919, 212, 2259]
registration-dot bbox=[1162, 2418, 1179, 2435]
a2-sub2: बुलेटप्रूफ कार, जैमर पीएम के काफिले में शामिल, हैलिपैड रेडी bbox=[1280, 771, 1476, 803]
table-row bbox=[217, 1975, 699, 1990]
a5-table-title: इनके लिए लग्जरी सुइट्स bbox=[389, 1921, 527, 1939]
photo-sewing-machine bbox=[832, 81, 1495, 544]
a1-body bbox=[17, 785, 301, 1267]
a3-tour: ■ भोपाल सिटी टूर (दोपहर 1 से शाम 5.30) - ताजुल मसाजिद, ट्राइबल म्यूजियम, वन विहार, खुशीलाल आयुर्वेद सेंटर, मृगनयनी एंपोरियम। फीस 1600 रुपए प्रति व्यक्ति bbox=[284, 1643, 438, 1715]
a3-tours-col2 bbox=[461, 1582, 631, 1776]
registration-dot bbox=[99, 2418, 116, 2435]
a5-tag-line: 88 शीर्ष उद्योगपति ताज लेकफ्रंट, रेडिसन और मैरियट सहित 5 होटल्स के सूइट में रुकेंगे bbox=[136, 1797, 598, 1814]
vrule-a6-a7 bbox=[1087, 1786, 1088, 2373]
a3-tour: ■ भोपाल हेरिटेज वॉक टूर (सुबह 7 बजे से 10) - कमला पार्क, कमलापति महल, गौहर महल, इकबाल मैदान, ताज-उल-मस्जिद। फीस 700 रुपए प्रति व्यक्ति bbox=[284, 1582, 444, 1640]
a4-sub2: एयरपोर्ट जाने वाले इन रास्तों से जाएं bbox=[1024, 1597, 1236, 1615]
a2-col1 bbox=[1057, 673, 1270, 1269]
suite-org-cell: सांघवी फूड्स प्राइवेट लि. bbox=[405, 2021, 503, 2034]
section-title: राजनीतिक/प्रशासनिक bbox=[539, 14, 865, 60]
masthead-bottom-rule bbox=[17, 72, 1495, 75]
table-row bbox=[217, 1990, 699, 2005]
a4-body bbox=[646, 1367, 958, 1775]
